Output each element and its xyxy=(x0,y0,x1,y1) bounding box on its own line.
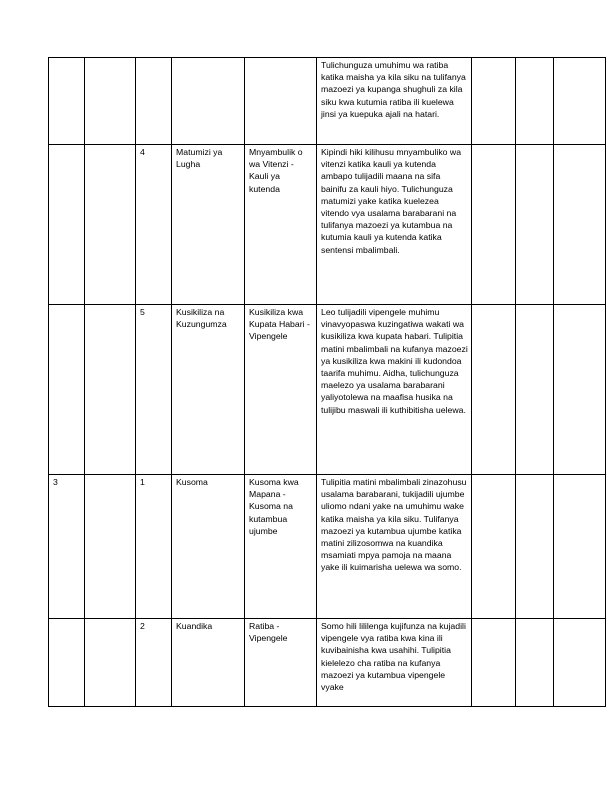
sub-topic-cell xyxy=(245,58,317,145)
empty-cell xyxy=(554,145,606,305)
main-topic-cell xyxy=(172,58,245,145)
lesson-number-cell: 1 xyxy=(136,475,172,619)
lesson-number-cell: 2 xyxy=(136,619,172,707)
empty-cell xyxy=(554,475,606,619)
description-cell: Leo tulijadili vipengele muhimu vinavyopaswa kuzingatiwa wakati wa kusikiliza kwa kupata habari. Tulipitia matini mbalimbali na kufanya mazoezi ya kusikiliza kwa makini ili kudondoa taarifa muhimu. Aidha, tulichunguza maelezo ya usalama barabarani yaliyotolewa na maafisa husika na tulijibu maswali ili kuthibitisha uelewa. xyxy=(317,305,472,475)
lesson-number-cell xyxy=(136,58,172,145)
empty-cell xyxy=(472,145,516,305)
week-cell xyxy=(49,145,85,305)
week-cell xyxy=(49,58,85,145)
empty-cell xyxy=(472,58,516,145)
period-cell xyxy=(85,145,136,305)
empty-cell xyxy=(516,145,554,305)
lesson-record-table xyxy=(48,57,606,707)
description-cell: Kipindi hiki kilihusu mnyambuliko wa vitenzi katika kauli ya kutenda ambapo tulijadili maana na sifa bainifu za kauli hiyo. Tulichunguza matumizi yake katika kuelezea vitendo vya usalama barabarani na tulifanya mazoezi ya kutambua na kutumia kauli ya kutenda katika sentensi mbalimbali. xyxy=(317,145,472,305)
table-row xyxy=(49,475,606,619)
empty-cell xyxy=(472,475,516,619)
description-cell: Somo hili lililenga kujifunza na kujadili vipengele vya ratiba kwa kina ili kuvibainisha kwa usahihi. Tulipitia kielelezo cha ratiba na kufanya mazoezi ya kutambua vipengele vyake xyxy=(317,619,472,707)
description-cell: Tulichunguza umuhimu wa ratiba katika maisha ya kila siku na tulifanya mazoezi ya kupanga shughuli za kila siku kwa kutumia ratiba ili kuelewa jinsi ya kuepuka ajali na hatari. xyxy=(317,58,472,145)
main-topic-cell: Kusikiliza na Kuzungumza xyxy=(172,305,245,475)
period-cell xyxy=(85,305,136,475)
table-row xyxy=(49,619,606,707)
period-cell xyxy=(85,58,136,145)
empty-cell xyxy=(554,58,606,145)
period-cell xyxy=(85,619,136,707)
table-row xyxy=(49,58,606,145)
empty-cell xyxy=(554,619,606,707)
sub-topic-cell: Ratiba - Vipengele xyxy=(245,619,317,707)
lesson-number-cell: 4 xyxy=(136,145,172,305)
empty-cell xyxy=(516,619,554,707)
description-cell: Tulipitia matini mbalimbali zinazohusu usalama barabarani, tukijadili ujumbe uliomo ndani yake na umuhimu wake katika maisha ya kila siku. Tulifanya mazoezi ya kutambua ujumbe katika matini zilizosomwa na kuandika msamiati mpya pamoja na maana yake ili kuimarisha uelewa wa somo. xyxy=(317,475,472,619)
week-cell xyxy=(49,619,85,707)
empty-cell xyxy=(516,58,554,145)
sub-topic-cell: Mnyambulik o wa Vitenzi - Kauli ya kutenda xyxy=(245,145,317,305)
main-topic-cell: Matumizi ya Lugha xyxy=(172,145,245,305)
table-row xyxy=(49,305,606,475)
empty-cell xyxy=(554,305,606,475)
empty-cell xyxy=(472,305,516,475)
sub-topic-cell: Kusoma kwa Mapana - Kusoma na kutambua ujumbe xyxy=(245,475,317,619)
empty-cell xyxy=(472,619,516,707)
week-cell: 3 xyxy=(49,475,85,619)
empty-cell xyxy=(516,475,554,619)
period-cell xyxy=(85,475,136,619)
week-cell xyxy=(49,305,85,475)
main-topic-cell: Kuandika xyxy=(172,619,245,707)
lesson-number-cell: 5 xyxy=(136,305,172,475)
sub-topic-cell: Kusikiliza kwa Kupata Habari - Vipengele xyxy=(245,305,317,475)
empty-cell xyxy=(516,305,554,475)
main-topic-cell: Kusoma xyxy=(172,475,245,619)
table-row xyxy=(49,145,606,305)
